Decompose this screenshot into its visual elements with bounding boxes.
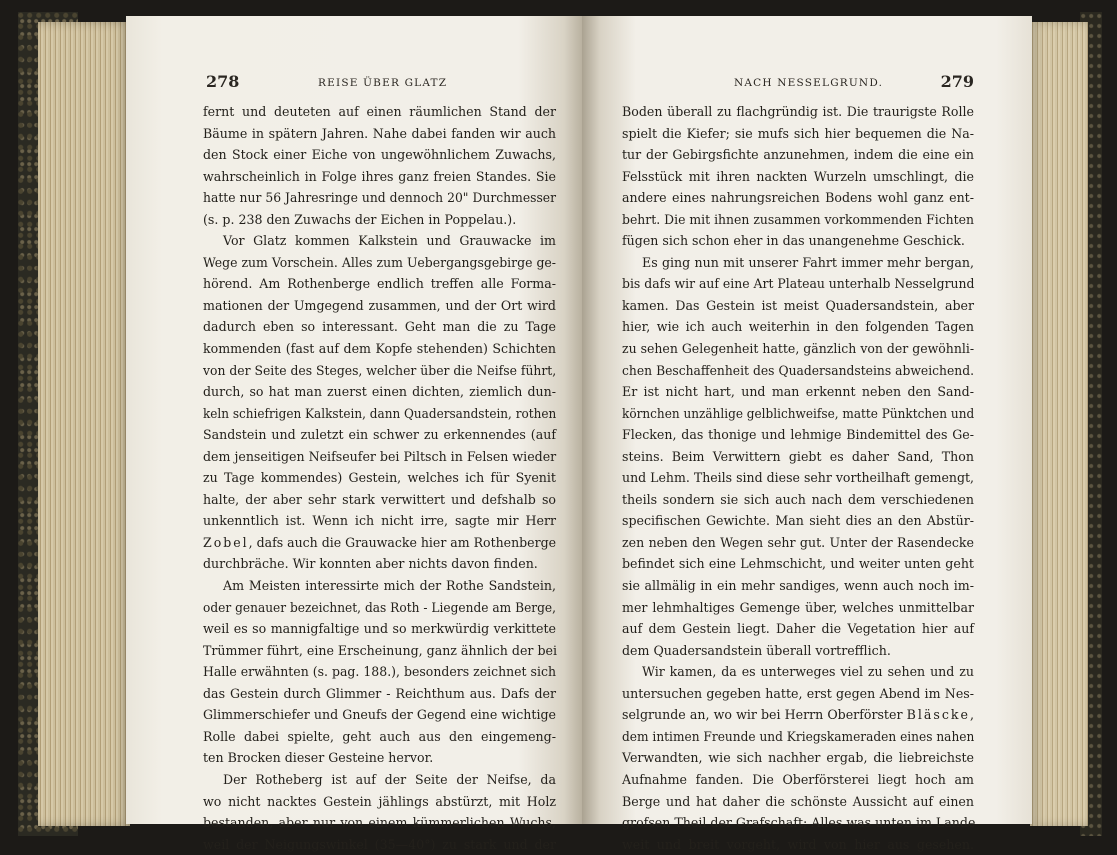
right-page-number: 279: [940, 72, 974, 91]
text-line: untersuchen gegeben hatte, erst gegen Abend im Nes-: [622, 685, 974, 701]
spaced-name: Zobel: [203, 534, 249, 550]
text-line: dem intimen Freunde und Kriegskameraden eines nahen: [622, 728, 975, 744]
text-line: befindet sich eine Lehmschicht, und weiter unten geht: [622, 556, 974, 572]
text-line: Aufnahme fanden. Die Oberförsterei liegt hoch am: [622, 771, 974, 787]
left-page-number: 278: [206, 72, 240, 91]
text-line: Flecken, das thonige und lehmige Bindemittel des Ge-: [622, 427, 974, 443]
text-line: bis dafs wir auf eine Art Plateau unterhalb Nesselgrund: [622, 276, 975, 292]
left-page-edges: [38, 22, 130, 826]
text-line: von der Seite des Steges, welcher über die Neifse führt,: [203, 362, 557, 378]
text-line: Wege zum Vorschein. Alles zum Uebergangsgebirge ge-: [203, 254, 557, 270]
text-line: oder genauer bezeichnet, das Roth - Liegende am Berge,: [203, 599, 556, 615]
text-line: Verwandten, wie sich nachher ergab, die liebreichste: [622, 750, 974, 766]
text-segment: selgrunde an, wo wir bei Herrn Oberförster: [622, 707, 907, 723]
text-line: den Stock einer Eiche von ungewöhnlichem Zuwachs,: [203, 147, 556, 163]
text-line: dem Quadersandstein überall vortrefflich.: [622, 642, 891, 658]
text-line: spielt die Kiefer; sie mufs sich hier bequemen die Na-: [622, 125, 974, 141]
spaced-name: Bläscke: [906, 707, 970, 723]
left-page-text: [203, 101, 556, 855]
text-line: auf dem Gestein liegt. Daher die Vegetation hier auf: [622, 621, 974, 637]
text-line: kommenden (fast auf dem Kopfe stehenden) Schichten: [203, 341, 556, 357]
text-line: [622, 704, 974, 726]
text-line: weil es so mannigfaltige und so merkwürdig verkittete: [203, 621, 556, 637]
text-line: andere eines nahrungsreichen Bodens wohl ganz ent-: [622, 190, 974, 206]
text-line: Rolle dabei spielte, geht auch aus den eingemeng-: [203, 728, 556, 744]
text-line: zu Tage kommendes) Gestein, welches ich für Syenit: [203, 470, 556, 486]
text-line: durch, so hat man zuerst einen dichten, ziemlich dun-: [203, 384, 556, 400]
text-line: kamen. Das Gestein ist meist Quadersandstein, aber: [622, 297, 974, 313]
text-line: dadurch eben so interessant. Geht man die zu Tage: [203, 319, 556, 335]
text-line: hörend. Am Rothenberge endlich treffen alle Forma-: [203, 276, 556, 292]
text-line: ten Brocken dieser Gesteine hervor.: [203, 750, 434, 766]
text-line: Er ist nicht hart, und man erkennt neben den Sand-: [622, 384, 974, 400]
text-line: Berge und hat daher die schönste Aussicht auf einen: [622, 793, 974, 809]
text-line: hier, wie ich auch weiterhin in den folgenden Tagen: [622, 319, 974, 335]
text-line: mationen der Umgegend zusammen, und der Ort wird: [203, 297, 556, 313]
text-line: Halle erwähnten (s. pag. 188.), besonders zeichnet sich: [203, 664, 557, 680]
text-line: wo nicht nacktes Gestein jählings abstürzt, mit Holz: [203, 793, 556, 809]
right-page-text: [622, 101, 974, 855]
text-line: durchbräche. Wir konnten aber nichts davon finden.: [203, 556, 538, 572]
text-line: Glimmerschiefer und Gneufs der Gegend eine wichtige: [203, 707, 556, 723]
text-line: Wir kamen, da es unterweges viel zu sehen und zu: [642, 664, 974, 680]
text-line: zu sehen Gelegenheit hatte, gänzlich von der gewöhnli-: [622, 341, 975, 357]
text-line: körnchen unzählige gelblichweifse, matte Pünktchen und: [622, 405, 975, 421]
text-line: fernt und deuteten auf einen räumlichen Stand der: [203, 104, 556, 119]
text-line: bestanden, aber nur von einem kümmerlichen Wuchs,: [203, 815, 556, 831]
text-line: weit und breit vorgeht, wird von hier aus gesehen.: [622, 836, 974, 852]
text-line: behrt. Die mit ihnen zusammen vorkommenden Fichten: [622, 211, 975, 227]
right-running-title: NACH NESSELGRUND.: [734, 77, 884, 89]
text-line: zen neben den Wegen sehr gut. Unter der Rasendecke: [622, 534, 974, 550]
text-line: und Lehm. Theils sind diese sehr vortheilhaft gemengt,: [622, 470, 975, 486]
left-running-head: [206, 72, 556, 96]
text-line: keln schiefrigen Kalkstein, dann Quadersandstein, rothen: [203, 405, 557, 421]
text-line: Der Rotheberg ist auf der Seite der Neifse, da: [223, 771, 556, 787]
text-line: fügen sich schon eher in das unangenehme Geschick.: [622, 233, 965, 249]
text-line: dem jenseitigen Neifseufer bei Piltsch in Felsen wieder: [203, 448, 557, 464]
text-line: specifischen Gewichte. Man sieht dies an den Abstür-: [622, 513, 974, 529]
text-segment: , dafs auch die Grauwacke hier am Rothenberge: [248, 534, 557, 550]
text-line: Am Meisten interessirte mich der Rothe Sandstein,: [223, 578, 556, 594]
text-line: theils sondern sie sich auch nach dem verschiedenen: [622, 491, 974, 507]
text-segment: ,: [969, 707, 974, 723]
text-line: halte, der aber sehr stark verwittert und defshalb so: [203, 491, 556, 507]
left-running-title: REISE ÜBER GLATZ: [318, 77, 448, 89]
text-line: chen Beschaffenheit des Quadersandsteins abweichend.: [622, 362, 975, 378]
text-line: Boden überall zu flachgründig ist. Die traurigste Rolle: [622, 104, 974, 119]
right-running-head: [622, 72, 974, 96]
text-line: tur der Gebirgsfichte anzunehmen, indem die eine ein: [622, 147, 974, 163]
text-line: das Gestein durch Glimmer - Reichthum aus. Dafs der: [203, 685, 556, 701]
text-line: grofsen Theil der Grafschaft; Alles was unten im Lande: [622, 815, 976, 831]
text-line: Trümmer führt, eine Erscheinung, ganz ähnlich der bei: [203, 642, 557, 658]
text-line: wahrscheinlich in Folge ihres ganz freien Standes. Sie: [203, 168, 556, 184]
text-line: Sandstein und zuletzt ein schwer zu erkennendes (auf: [203, 427, 556, 443]
text-line: Felsstück mit ihren nackten Wurzeln umschlingt, die: [622, 168, 974, 184]
text-line: Vor Glatz kommen Kalkstein und Grauwacke im: [223, 233, 556, 249]
text-line: weil der Neigungswinkel (35—40°) zu stark und der: [203, 836, 556, 852]
text-line: mer lehmhaltiges Gemenge über, welches unmittelbar: [622, 599, 974, 615]
text-line: unkenntlich ist. Wenn ich nicht irre, sagte mir Herr: [203, 513, 556, 529]
text-line: (s. p. 238 den Zuwachs der Eichen in Poppelau.).: [203, 211, 517, 227]
text-line: sie allmälig in ein mehr sandiges, wenn auch noch im-: [622, 578, 974, 594]
text-line: [203, 532, 556, 554]
text-line: steins. Beim Verwittern giebt es daher Sand, Thon: [622, 448, 974, 464]
right-page-edges: [1030, 22, 1088, 826]
text-line: Bäume in spätern Jahren. Nahe dabei fanden wir auch: [203, 125, 556, 141]
text-line: Es ging nun mit unserer Fahrt immer mehr bergan,: [642, 254, 974, 270]
text-line: hatte nur 56 Jahresringe und dennoch 20" Durchmesser: [203, 190, 557, 206]
